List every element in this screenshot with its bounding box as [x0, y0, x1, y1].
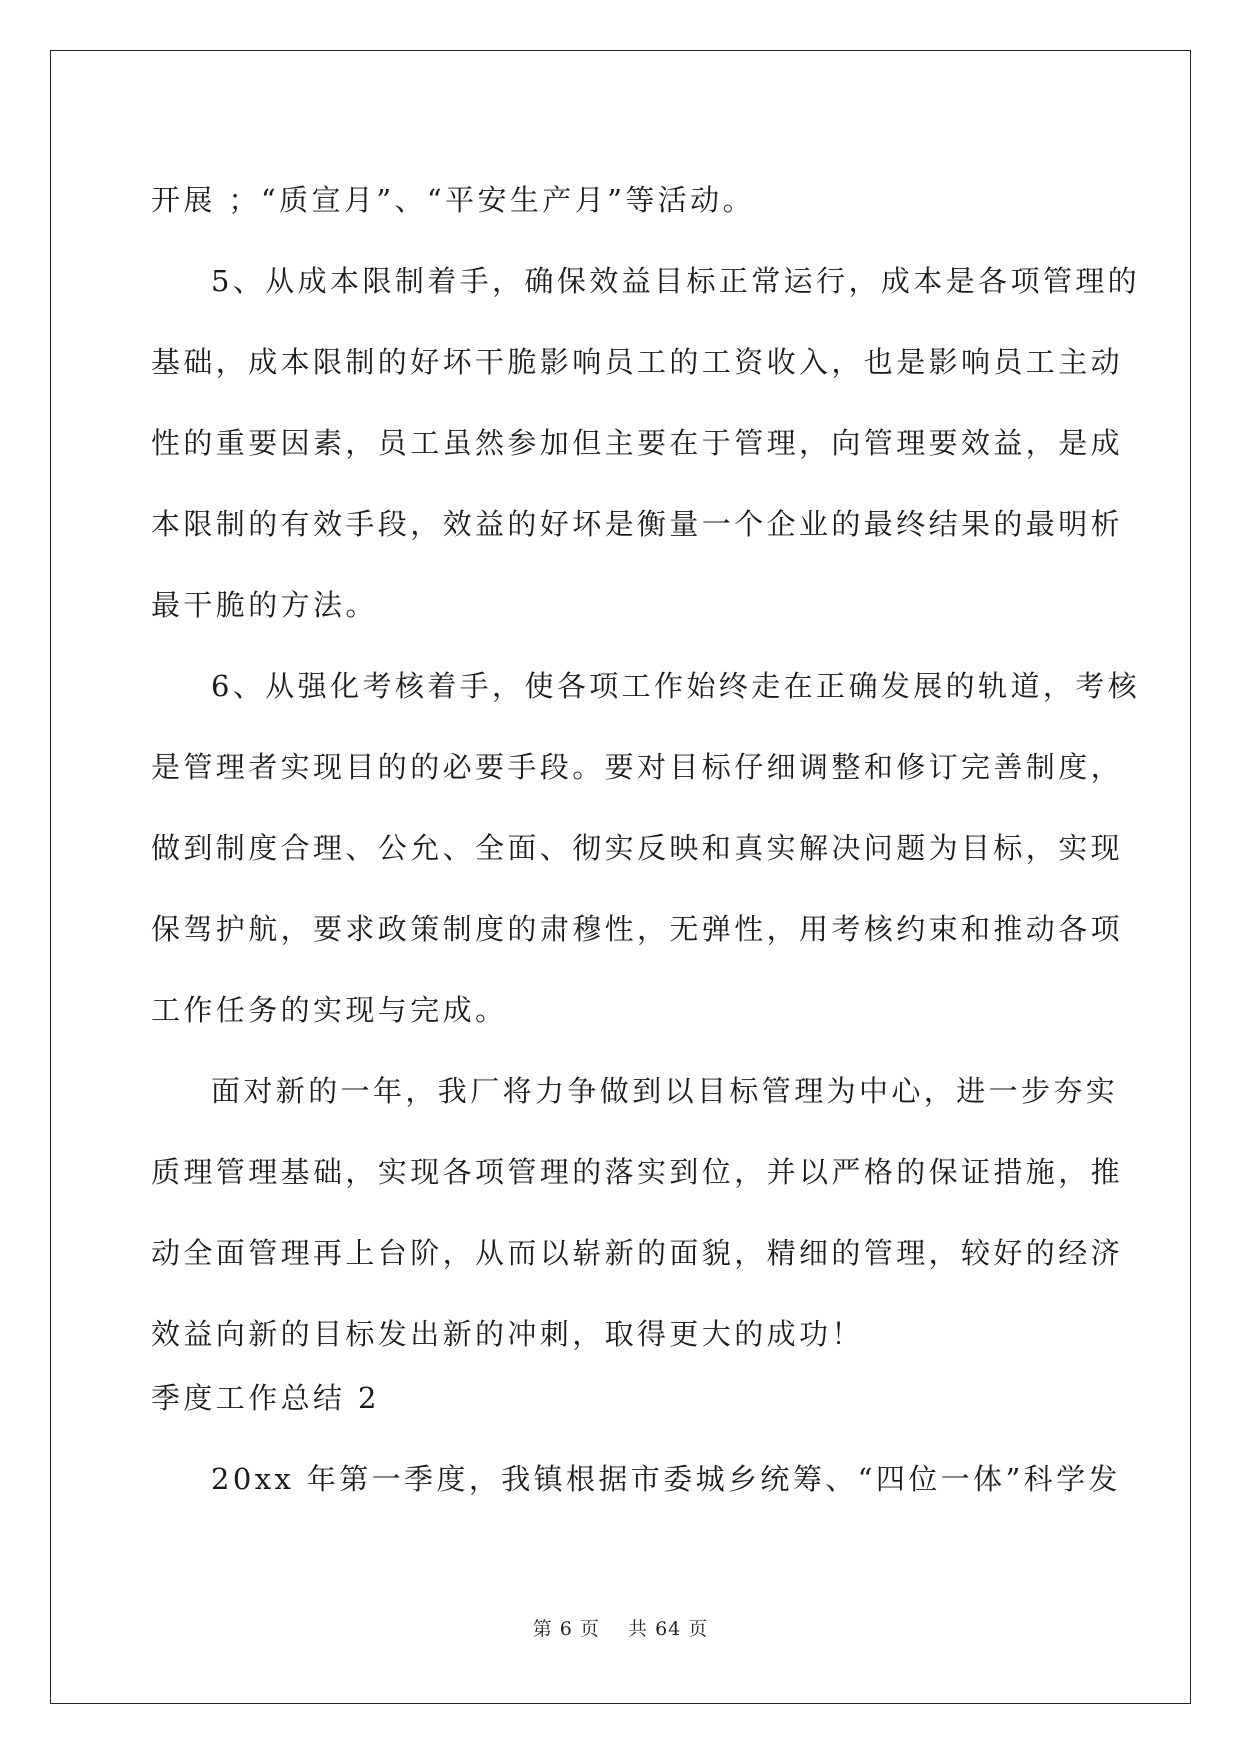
- text-line: 基础，成本限制的好坏干脆影响员工的工资收入，也是影响员工主动: [151, 345, 1124, 379]
- text-line: 效益向新的目标发出新的冲刺，取得更大的成功！: [151, 1317, 864, 1351]
- text-line: 最干脆的方法。: [151, 588, 378, 622]
- text-line: 性的重要因素，员工虽然参加但主要在于管理，向管理要效益，是成: [151, 426, 1124, 460]
- text-line: 工作任务的实现与完成。: [151, 993, 508, 1027]
- text-line: 做到制度合理、公允、全面、彻实反映和真实解决问题为目标，实现: [151, 831, 1124, 865]
- page-footer: [0, 1614, 1241, 1641]
- text-line: 开展 ；“质宣月”、“平安生产月”等活动。: [151, 183, 755, 217]
- document-body: [151, 160, 1141, 1520]
- text-line: 保驾护航，要求政策制度的肃穆性，无弹性，用考核约束和推动各项: [151, 912, 1124, 946]
- text-line: 质理管理基础，实现各项管理的落实到位，并以严格的保证措施，推: [151, 1155, 1124, 1189]
- paragraph-5-start: 5、从成本限制着手，确保效益目标正常运行，成本是各项管理的: [211, 264, 1141, 298]
- text-line: 本限制的有效手段，效益的好坏是衡量一个企业的最终结果的最明析: [151, 507, 1124, 541]
- text-line: 动全面管理再上台阶，从而以崭新的面貌，精细的管理，较好的经济: [151, 1236, 1124, 1270]
- paragraph-6-start: 6、从强化考核着手，使各项工作始终走在正确发展的轨道，考核: [211, 669, 1141, 703]
- paragraph-section-2-start: 20xx 年第一季度，我镇根据市委城乡统筹、“四位一体”科学发: [211, 1462, 1121, 1496]
- page-number: 第 6 页 共 64 页: [532, 1618, 709, 1640]
- section-heading: 季度工作总结 2: [151, 1381, 380, 1415]
- text-line: 是管理者实现目的的必要手段。要对目标仔细调整和修订完善制度，: [151, 750, 1124, 784]
- paragraph-conclusion-start: 面对新的一年，我厂将力争做到以目标管理为中心，进一步夯实: [211, 1074, 1119, 1108]
